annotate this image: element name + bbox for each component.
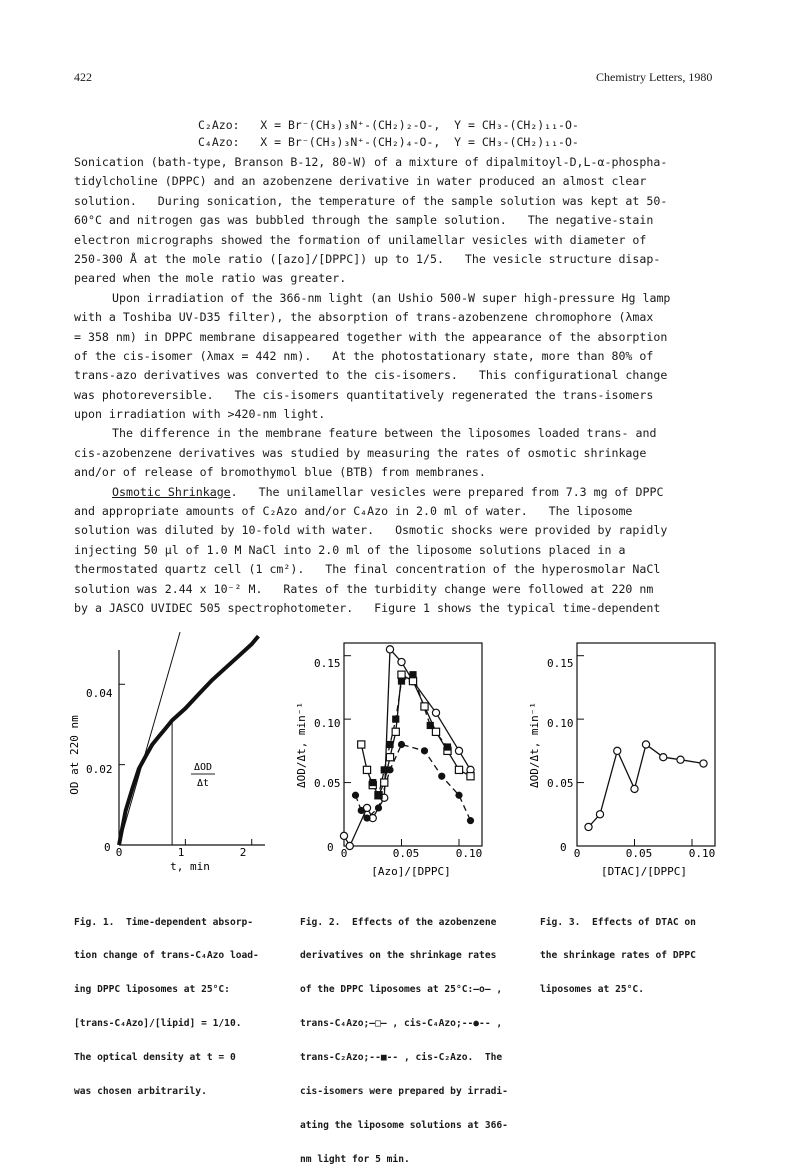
od-curve xyxy=(119,636,258,845)
figure-3-chart xyxy=(520,625,730,885)
data-point-open-circle xyxy=(677,756,684,763)
data-point-filled-square xyxy=(409,671,416,678)
figure-1-caption xyxy=(74,894,259,1109)
figure-2-chart xyxy=(287,625,509,885)
data-point-open-circle xyxy=(585,823,592,830)
caption-line: Fig. 1. Time-dependent absorp- xyxy=(74,916,254,928)
formula-c4azo: C₄Azo: X = Br⁻(CH₃)₃N⁺-(CH₂)₄-O-, Y = CH₃-(CH₂)₁₁-O- xyxy=(198,135,579,149)
body-line: Sonication (bath-type, Branson B-12, 80-W) of a mixture of dipalmitoyl-D,L-α-phospha- xyxy=(74,155,668,169)
data-point-open-circle xyxy=(432,709,439,716)
caption-line: The optical density at t = 0 xyxy=(74,1052,236,1064)
data-point-open-square xyxy=(363,766,370,773)
body-line: 250-300 Å at the mole ratio ([azo]/[DPPC]) up to 1/5. The vesicle structure disap- xyxy=(74,251,661,266)
data-point-open-circle xyxy=(455,747,462,754)
body-line: trans-azo derivatives was converted to the cis-isomers. This configurational change xyxy=(74,368,668,383)
data-point-open-circle xyxy=(642,741,649,748)
body-line: cis-azobenzene derivatives was studied by measuring the rates of osmotic shrinkage xyxy=(74,445,647,460)
section-heading: Osmotic Shrinkage xyxy=(112,484,231,499)
fig1-ytick: 0 xyxy=(104,841,111,854)
fig1-annot-dod: ΔOD xyxy=(193,762,213,773)
fig2-xlabel: [Azo]/[DPPC] xyxy=(371,865,451,878)
fig2-ytick: 0 xyxy=(327,841,334,854)
fig3-xtick: 0 xyxy=(573,847,581,860)
body-line: solution was diluted by 10-fold with water. Osmotic shocks were provided by rapidly xyxy=(74,523,668,538)
body-line: with a Toshiba UV-D35 filter), the absorption of trans-azobenzene chromophore (λmax xyxy=(74,310,654,325)
data-point-filled-square xyxy=(392,716,399,723)
caption-line: the shrinkage rates of DPPC xyxy=(540,950,696,962)
data-point-filled-circle xyxy=(358,807,365,814)
body-line: injecting 50 μl of 1.0 M NaCl into 2.0 ml of the liposome solutions placed in a xyxy=(74,542,626,557)
data-point-filled-square xyxy=(375,792,382,799)
body-line: Upon irradiation of the 366-nm light (an Ushio 500-W super high-pressure Hg lamp xyxy=(112,290,671,305)
caption-line: was chosen arbitrarily. xyxy=(74,1086,207,1098)
body-line: tidylcholine (DPPC) and an azobenzene derivative in water produced an almost clear xyxy=(74,174,647,189)
data-point-open-circle xyxy=(660,754,667,761)
body-line: The difference in the membrane feature between the liposomes loaded trans- and xyxy=(112,426,657,441)
caption-line: Fig. 2. Effects of the azobenzene xyxy=(300,916,497,928)
fig1-xtick: 0 xyxy=(115,846,123,859)
fig3-ytick: 0.15 xyxy=(547,657,574,670)
data-point-open-circle xyxy=(398,658,405,665)
caption-line: tion change of trans-C₄Azo load- xyxy=(74,950,259,962)
fig1-annot-dt: Δt xyxy=(196,778,210,789)
fig1-xlabel: t, min xyxy=(170,860,210,873)
body-line: upon irradiation with >420-nm light. xyxy=(74,407,326,422)
fig3-ytick: 0.10 xyxy=(547,717,574,730)
caption-line: [trans-C₄Azo]/[lipid] = 1/10. xyxy=(74,1018,242,1030)
caption-line: of the DPPC liposomes at 25°C:—o— , xyxy=(300,984,503,996)
body-line: thermostated quartz cell (1 cm²). The final concentration of the hyperosmolar NaCl xyxy=(74,562,661,577)
data-point-open-square xyxy=(467,773,474,780)
fig2-xtick: 0.10 xyxy=(455,847,483,860)
caption-line: ing DPPC liposomes at 25°C: xyxy=(74,984,230,996)
data-point-filled-circle xyxy=(386,766,393,773)
data-point-open-square xyxy=(398,671,405,678)
body-line: 60°C and nitrogen gas was bubbled through the sample solution. The negative-stain xyxy=(74,213,654,228)
body-line: electron micrographs showed the formation of unilamellar vesicles with diameter of xyxy=(74,232,647,247)
fig1-ylabel: OD at 220 nm xyxy=(68,715,81,795)
series-line xyxy=(589,745,704,828)
caption-line: trans-C₄Azo;—□— , cis-C₄Azo;--●-- , xyxy=(300,1018,503,1030)
body-text xyxy=(74,153,734,618)
body-line: and appropriate amounts of C₂Azo and/or C₄Azo in 2.0 ml of water. The liposome xyxy=(74,504,633,519)
body-line: of the cis-isomer (λmax = 442 nm). At the photostationary state, more than 80% of xyxy=(74,348,654,363)
fig3-xtick: 0.10 xyxy=(688,847,716,860)
body-line: = 358 nm) in DPPC membrane disappeared together with the appearance of the absorption xyxy=(74,329,668,344)
data-point-open-square xyxy=(421,703,428,710)
body-line: solution was 2.44 x 10⁻² M. Rates of the turbidity change were followed at 220 nm xyxy=(74,581,654,596)
body-line: and/or of release of bromothymol blue (BTB) from membranes. xyxy=(74,465,486,480)
fig2-ytick: 0.15 xyxy=(314,657,341,670)
data-point-filled-square xyxy=(369,779,376,786)
fig1-ytick: 0.04 xyxy=(86,687,113,700)
page-number: 422 xyxy=(74,70,92,84)
data-point-open-circle xyxy=(614,747,621,754)
fig3-ylabel: ΔOD/Δt, min⁻¹ xyxy=(528,701,541,789)
fig3-ytick: 0.05 xyxy=(547,777,574,790)
data-point-open-square xyxy=(409,677,416,684)
figure-2-caption xyxy=(300,894,508,1176)
data-point-filled-square xyxy=(386,741,393,748)
fig3-xlabel: [DTAC]/[DPPC] xyxy=(600,865,688,878)
data-point-open-circle xyxy=(596,811,603,818)
body-line: solution. During sonication, the temperature of the sample solution was kept at 50- xyxy=(74,193,668,208)
fig2-ytick: 0.10 xyxy=(314,717,341,730)
data-point-open-circle xyxy=(700,760,707,767)
fig3-xtick: 0.05 xyxy=(625,847,653,860)
fig2-ytick: 0.05 xyxy=(314,777,341,790)
fig1-xtick: 2 xyxy=(239,846,247,859)
fig1-xtick: 1 xyxy=(177,846,185,859)
caption-line: nm light for 5 min. xyxy=(300,1153,410,1165)
body-line: was photoreversible. The cis-isomers quantitatively regenerated the trans-isomers xyxy=(74,387,654,402)
caption-line: liposomes at 25°C. xyxy=(540,984,644,996)
data-point-filled-circle xyxy=(363,814,370,821)
data-point-open-square xyxy=(392,728,399,735)
figure-1-chart xyxy=(60,610,270,885)
formula-c2azo: C₂Azo: X = Br⁻(CH₃)₃N⁺-(CH₂)₂-O-, Y = CH₃-(CH₂)₁₁-O- xyxy=(198,118,579,132)
caption-line: derivatives on the shrinkage rates xyxy=(300,950,497,962)
data-point-open-square xyxy=(386,754,393,761)
caption-line: Fig. 3. Effects of DTAC on xyxy=(540,916,696,928)
data-point-open-square xyxy=(358,741,365,748)
fig2-xtick: 0.05 xyxy=(392,847,420,860)
data-point-filled-circle xyxy=(352,792,359,799)
data-point-open-square xyxy=(455,766,462,773)
series-line xyxy=(361,675,470,796)
caption-line: trans-C₂Azo;--■-- , cis-C₂Azo. The xyxy=(300,1052,503,1064)
data-point-filled-square xyxy=(444,743,451,750)
figure-3-caption xyxy=(540,894,696,1007)
data-point-filled-circle xyxy=(398,741,405,748)
data-point-open-circle xyxy=(386,646,393,653)
data-point-open-square xyxy=(381,779,388,786)
data-point-filled-square xyxy=(427,722,434,729)
data-point-filled-circle xyxy=(375,804,382,811)
initial-slope-tangent xyxy=(119,632,180,845)
data-point-open-square xyxy=(432,728,439,735)
fig2-ylabel: ΔOD/Δt, min⁻¹ xyxy=(295,701,308,789)
data-point-open-circle xyxy=(631,785,638,792)
data-point-filled-circle xyxy=(467,817,474,824)
fig2-xtick: 0 xyxy=(340,847,348,860)
body-line: Osmotic Shrinkage. The unilamellar vesicles were prepared from 7.3 mg of DPPC xyxy=(112,484,664,499)
journal-title: Chemistry Letters, 1980 xyxy=(596,70,713,84)
data-point-filled-circle xyxy=(421,747,428,754)
data-point-filled-circle xyxy=(438,773,445,780)
body-line: peared when the mole ratio was greater. xyxy=(74,271,347,286)
fig3-ytick: 0 xyxy=(560,841,567,854)
fig1-ytick: 0.02 xyxy=(86,763,113,776)
data-point-open-circle xyxy=(340,832,347,839)
data-point-filled-circle xyxy=(455,792,462,799)
data-point-filled-square xyxy=(398,677,405,684)
caption-line: cis-isomers were prepared by irradi- xyxy=(300,1086,508,1098)
caption-line: ating the liposome solutions at 366- xyxy=(300,1119,508,1131)
body-line: by a JASCO UVIDEC 505 spectrophotometer. Figure 1 shows the typical time-dependent xyxy=(74,600,661,615)
